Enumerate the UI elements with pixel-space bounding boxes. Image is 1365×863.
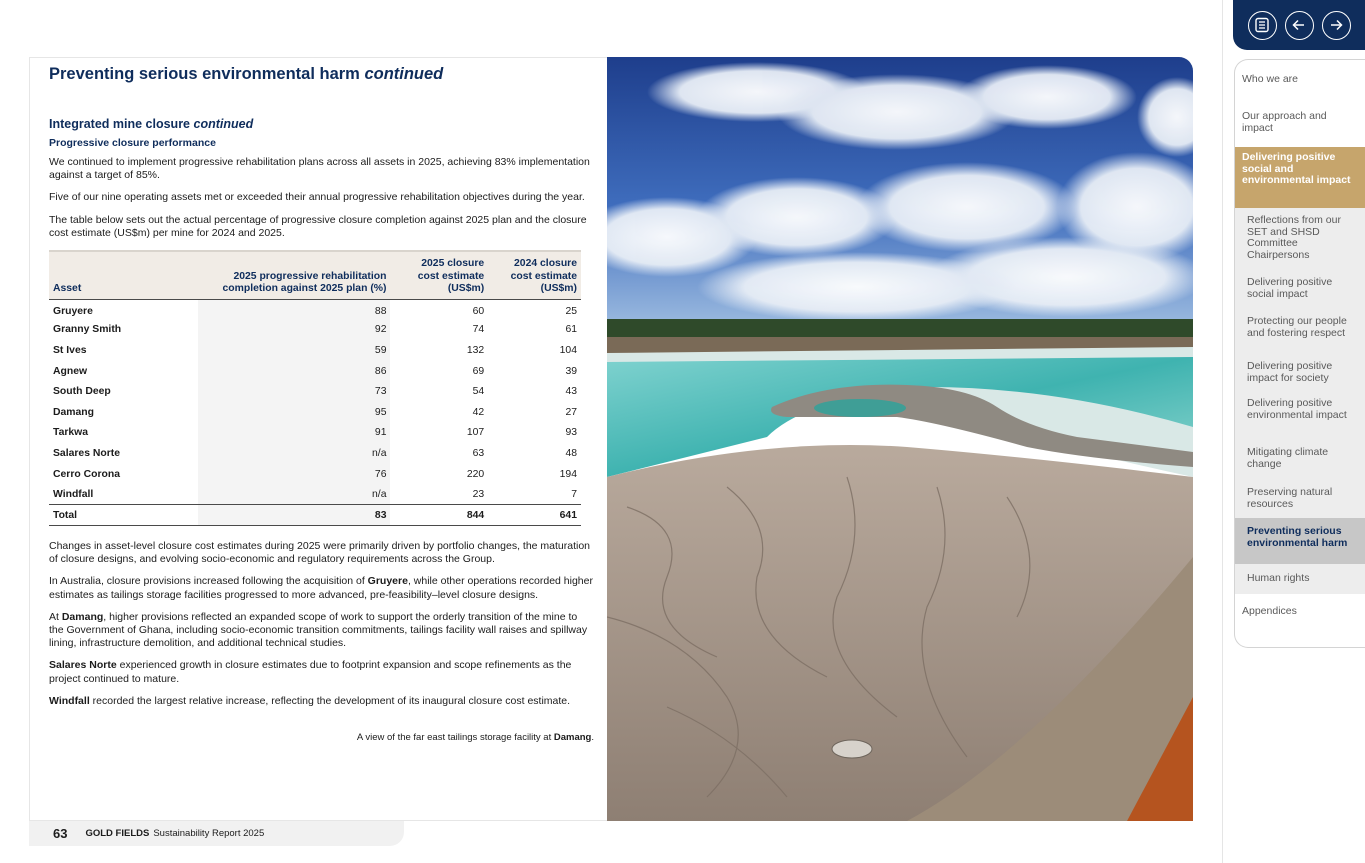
header-asset: Asset bbox=[49, 251, 198, 299]
sidebar-item-reflections[interactable]: Reflections from our SET and SHSD Committee Chairpersons bbox=[1235, 208, 1365, 268]
page-title bbox=[49, 63, 594, 85]
cell-completion: 59 bbox=[198, 340, 390, 361]
bold-run: Damang bbox=[61, 610, 104, 623]
intro-paragraph: The table below sets out the actual percentage of progressive closure completion against 2025 plan and the closure cost estimate (US$m) per mine for 2024 and 2025. bbox=[49, 213, 587, 239]
cell-cost-2024: 93 bbox=[565, 427, 577, 439]
cell-asset: Salares Norte bbox=[53, 447, 120, 459]
caption-text: A view of the far east tailings storage facility at bbox=[356, 732, 554, 744]
cell-completion: 73 bbox=[198, 381, 390, 402]
cell-completion: 88 bbox=[198, 299, 390, 320]
text-run: At bbox=[49, 610, 62, 623]
text-run: In Australia, closure provisions increased following the acquisition of bbox=[49, 575, 368, 588]
cell-cost-2024: 39 bbox=[565, 365, 577, 377]
body-paragraph bbox=[49, 659, 594, 685]
cell-completion: 92 bbox=[198, 320, 390, 341]
intro-paragraph: We continued to implement progressive rehabilitation plans across all assets in 2025, achieving 83% implementation against a target of 85%. bbox=[49, 156, 590, 182]
cell-asset: Granny Smith bbox=[53, 324, 122, 336]
sidebar-item-our-approach[interactable]: Our approach and impact bbox=[1242, 110, 1327, 134]
cell-cost-2025: 844 bbox=[390, 505, 488, 526]
subsection-title: Progressive closure performance bbox=[49, 137, 216, 149]
cell-cost-2025: 132 bbox=[466, 345, 485, 356]
header-completion: 2025 progressive rehabilitation completion against 2025 plan (%) bbox=[198, 251, 390, 299]
cell-cost-2025: 54 bbox=[472, 386, 485, 398]
body-paragraph: Changes in asset-level closure cost estimates during 2025 were primarily driven by portfolio changes, the maturation of closure designs, and evolving socio-economic and regulatory requirements across the Group. bbox=[49, 540, 591, 566]
cell-asset: Damang bbox=[53, 406, 94, 418]
cell-asset: Agnew bbox=[53, 365, 88, 377]
sidebar-item-climate-change[interactable]: Mitigating climate change bbox=[1235, 444, 1365, 484]
header-cost-2025: 2025 closure cost estimate (US$m) bbox=[390, 251, 488, 299]
sidebar-item-human-rights[interactable]: Human rights bbox=[1235, 564, 1365, 594]
next-page-button[interactable] bbox=[1322, 11, 1351, 40]
cell-cost-2025: 69 bbox=[472, 365, 485, 377]
nav-toolbar bbox=[1233, 0, 1365, 50]
cell-completion: 91 bbox=[198, 423, 390, 444]
cell-completion: 86 bbox=[198, 361, 390, 382]
cell-completion: n/a bbox=[198, 484, 390, 505]
bold-run: Windfall bbox=[49, 694, 90, 707]
body-paragraph bbox=[49, 575, 594, 601]
cell-cost-2025: 63 bbox=[472, 447, 485, 459]
sidebar-item-environmental-impact[interactable]: Delivering positive environmental impact bbox=[1235, 394, 1365, 444]
page-number: 63 bbox=[53, 826, 68, 841]
cell-cost-2025: 23 bbox=[472, 488, 485, 500]
text-run: recorded the largest relative increase, reflecting the development of its inaugural closure cost estimate. bbox=[89, 694, 571, 707]
page-title-text: Preventing serious environmental harm bbox=[49, 65, 360, 83]
cell-cost-2025: 74 bbox=[472, 324, 485, 336]
cell-asset: St Ives bbox=[53, 345, 87, 356]
bold-run: Gruyere bbox=[367, 575, 408, 588]
cell-asset: Tarkwa bbox=[53, 427, 89, 439]
text-column bbox=[49, 63, 594, 743]
cell-cost-2025: 220 bbox=[466, 468, 485, 480]
cell-cost-2024: 641 bbox=[488, 505, 581, 526]
sidebar-item-natural-resources[interactable]: Preserving natural resources bbox=[1235, 484, 1365, 518]
closure-table bbox=[49, 250, 581, 526]
table-row bbox=[49, 361, 581, 382]
table-total-row bbox=[49, 505, 581, 526]
table-row bbox=[49, 320, 581, 341]
arrow-left-icon bbox=[1291, 17, 1307, 33]
table-row bbox=[49, 402, 581, 423]
cell-completion: n/a bbox=[198, 443, 390, 464]
text-run: , higher provisions reflected an expanded scope of work to support the orderly transition of the mine to the Government of Ghana, including socio-economic transition commitments, tailings facility wall raises and spillway lining, infrastructure demolition, and additional technical studies. bbox=[49, 610, 588, 650]
cell-completion: 76 bbox=[198, 464, 390, 485]
sidebar-item-impact-society[interactable]: Delivering positive impact for society bbox=[1235, 356, 1365, 394]
cell-cost-2024: 194 bbox=[559, 468, 577, 480]
cell-asset: Gruyere bbox=[53, 306, 93, 318]
sidebar-item-protecting-people[interactable]: Protecting our people and fostering respect bbox=[1235, 306, 1365, 356]
caption-end: . bbox=[591, 732, 594, 744]
previous-page-button[interactable] bbox=[1285, 11, 1314, 40]
cell-asset: South Deep bbox=[53, 386, 111, 398]
cell-cost-2024: 27 bbox=[565, 406, 577, 418]
intro-paragraph: Five of our nine operating assets met or exceeded their annual progressive rehabilitation objectives during the year. bbox=[49, 191, 585, 204]
cell-cost-2025: 42 bbox=[472, 406, 485, 418]
bold-run: Salares Norte bbox=[49, 659, 117, 672]
table-row bbox=[49, 423, 581, 444]
cell-cost-2025: 107 bbox=[466, 427, 485, 439]
text-run: , while other operations recorded higher estimates as tailings storage facilities progressed to more advanced, pre-feasibility–level closure designs. bbox=[49, 575, 593, 601]
cell-cost-2024: 25 bbox=[565, 306, 577, 318]
side-divider bbox=[1222, 0, 1223, 863]
cell-asset: Windfall bbox=[53, 488, 94, 500]
page-title-suffix: continued bbox=[364, 65, 444, 83]
cell-asset: Cerro Corona bbox=[53, 468, 120, 480]
table-row bbox=[49, 443, 581, 464]
cell-cost-2024: 43 bbox=[565, 386, 577, 398]
table-row bbox=[49, 484, 581, 505]
section-title bbox=[49, 116, 594, 132]
sidebar-item-who-we-are[interactable]: Who we are bbox=[1242, 73, 1299, 85]
table-header-row bbox=[49, 251, 581, 299]
sidebar-item-social-impact[interactable]: Delivering positive social impact bbox=[1235, 268, 1365, 306]
body-paragraph bbox=[49, 695, 594, 708]
cell-completion: 95 bbox=[198, 402, 390, 423]
cell-asset: Total bbox=[49, 505, 198, 526]
table-row bbox=[49, 340, 581, 361]
text-run: experienced growth in closure estimates due to footprint expansion and scope refinements as the project continued to mature. bbox=[49, 659, 572, 685]
cell-cost-2024: 61 bbox=[565, 324, 577, 336]
body-paragraph bbox=[49, 611, 594, 651]
cell-cost-2024: 48 bbox=[565, 447, 577, 459]
cell-cost-2024: 104 bbox=[559, 345, 577, 356]
cell-cost-2024: 7 bbox=[571, 488, 577, 500]
table-row bbox=[49, 299, 581, 320]
sidebar-item-appendices[interactable]: Appendices bbox=[1242, 605, 1297, 617]
caption-bold: Damang bbox=[553, 732, 592, 744]
arrow-right-icon bbox=[1328, 17, 1344, 33]
tailings-facility-photo bbox=[607, 57, 1193, 821]
page-footer bbox=[29, 821, 404, 846]
sidebar-item-delivering-positive-impact[interactable]: Delivering positive social and environmental impact bbox=[1235, 147, 1365, 208]
section-sidebar bbox=[1234, 59, 1365, 648]
section-title-text: Integrated mine closure bbox=[49, 117, 191, 131]
cell-completion: 83 bbox=[198, 505, 390, 526]
contents-button[interactable] bbox=[1248, 11, 1277, 40]
contents-icon bbox=[1254, 17, 1270, 33]
photo-caption bbox=[49, 732, 594, 743]
table-row bbox=[49, 464, 581, 485]
cell-cost-2025: 60 bbox=[472, 306, 485, 318]
header-cost-2024: 2024 closure cost estimate (US$m) bbox=[488, 251, 581, 299]
footer-report: Sustainability Report 2025 bbox=[153, 828, 265, 839]
sidebar-item-preventing-harm[interactable]: Preventing serious environmental harm bbox=[1235, 518, 1365, 564]
section-title-suffix: continued bbox=[193, 117, 254, 131]
footer-brand: GOLD FIELDS bbox=[85, 828, 150, 839]
table-row bbox=[49, 381, 581, 402]
